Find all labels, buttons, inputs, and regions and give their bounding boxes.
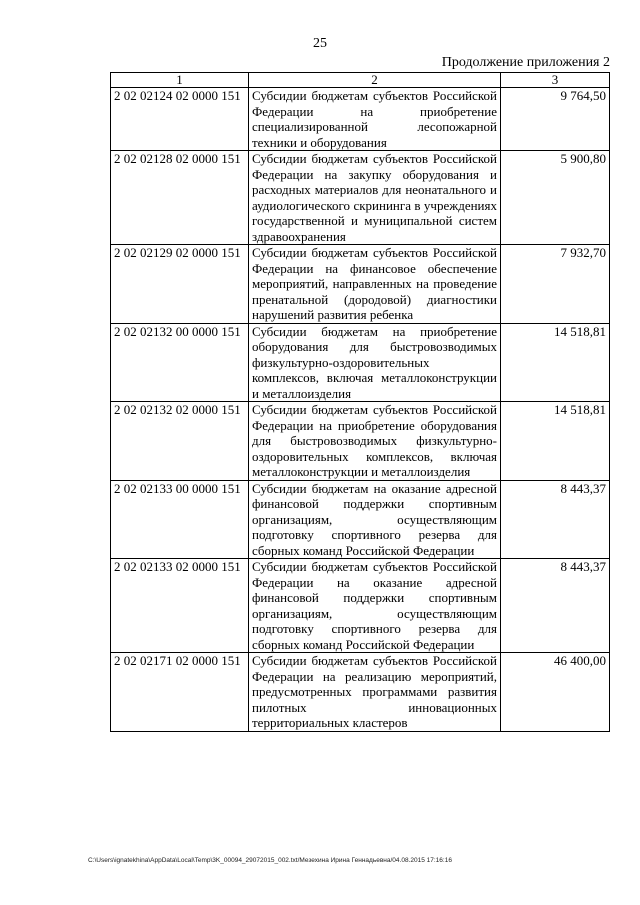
row-description: Субсидии бюджетам субъектов Российской Федерации на приобретение оборудования для быстровозводимых физкультурно-оздоровительных комплексов, включая металлоконструкции и металлоизделия [249,402,501,481]
row-description: Субсидии бюджетам на оказание адресной финансовой поддержки спортивным организациям, осуществляющим подготовку спортивного резерва для сборных команд Российской Федерации [249,480,501,559]
table-header-row [111,73,610,88]
row-description: Субсидии бюджетам на приобретение оборудования для быстровозводимых физкультурно-оздоровительных комплексов, включая металлоконструкции и металлоизделия [249,323,501,402]
table-row [111,402,610,481]
row-code: 2 02 02128 02 0000 151 [111,151,249,245]
table-row [111,323,610,402]
budget-table [110,72,610,732]
table-row [111,151,610,245]
table-row [111,653,610,732]
continuation-label: Продолжение приложения 2 [441,55,610,70]
row-code: 2 02 02132 02 0000 151 [111,402,249,481]
header-col-1: 1 [111,73,249,88]
row-code: 2 02 02129 02 0000 151 [111,245,249,324]
row-code: 2 02 02132 00 0000 151 [111,323,249,402]
header-col-2: 2 [249,73,501,88]
row-amount: 14 518,81 [501,402,610,481]
row-amount: 46 400,00 [501,653,610,732]
table-row [111,480,610,559]
table-row [111,88,610,151]
row-code: 2 02 02124 02 0000 151 [111,88,249,151]
row-amount: 5 900,80 [501,151,610,245]
row-description: Субсидии бюджетам субъектов Российской Федерации на финансовое обеспечение мероприятий, направленных на проведение пренатальной (дородовой) диагностики нарушений развития ребенка [249,245,501,324]
row-description: Субсидии бюджетам субъектов Российской Федерации на оказание адресной финансовой поддержки спортивным организациям, осуществляющим подготовку спортивного резерва для сборных команд Российской Федерации [249,559,501,653]
row-description: Субсидии бюджетам субъектов Российской Федерации на приобретение специализированной лесопожарной техники и оборудования [249,88,501,151]
row-amount: 8 443,37 [501,559,610,653]
row-amount: 9 764,50 [501,88,610,151]
row-description: Субсидии бюджетам субъектов Российской Федерации на закупку оборудования и расходных материалов для неонатального и аудиологического скрининга в учреждениях государственной и муниципальной систем здравоохранения [249,151,501,245]
row-code: 2 02 02133 00 0000 151 [111,480,249,559]
row-code: 2 02 02133 02 0000 151 [111,559,249,653]
table-row [111,245,610,324]
row-code: 2 02 02171 02 0000 151 [111,653,249,732]
footer-file-path: C:\Users\ignatekhina\AppData\Local\Temp\3K_00094_29072015_002.txt/Мезехина Ирина Геннадьевна/04.08.2015 17:16:16 [88,857,452,864]
header-col-3: 3 [501,73,610,88]
row-amount: 8 443,37 [501,480,610,559]
table-row [111,559,610,653]
row-amount: 14 518,81 [501,323,610,402]
row-description: Субсидии бюджетам субъектов Российской Федерации на реализацию мероприятий, предусмотренных программами развития пилотных инновационных территориальных кластеров [249,653,501,732]
page-number: 25 [313,36,327,51]
row-amount: 7 932,70 [501,245,610,324]
